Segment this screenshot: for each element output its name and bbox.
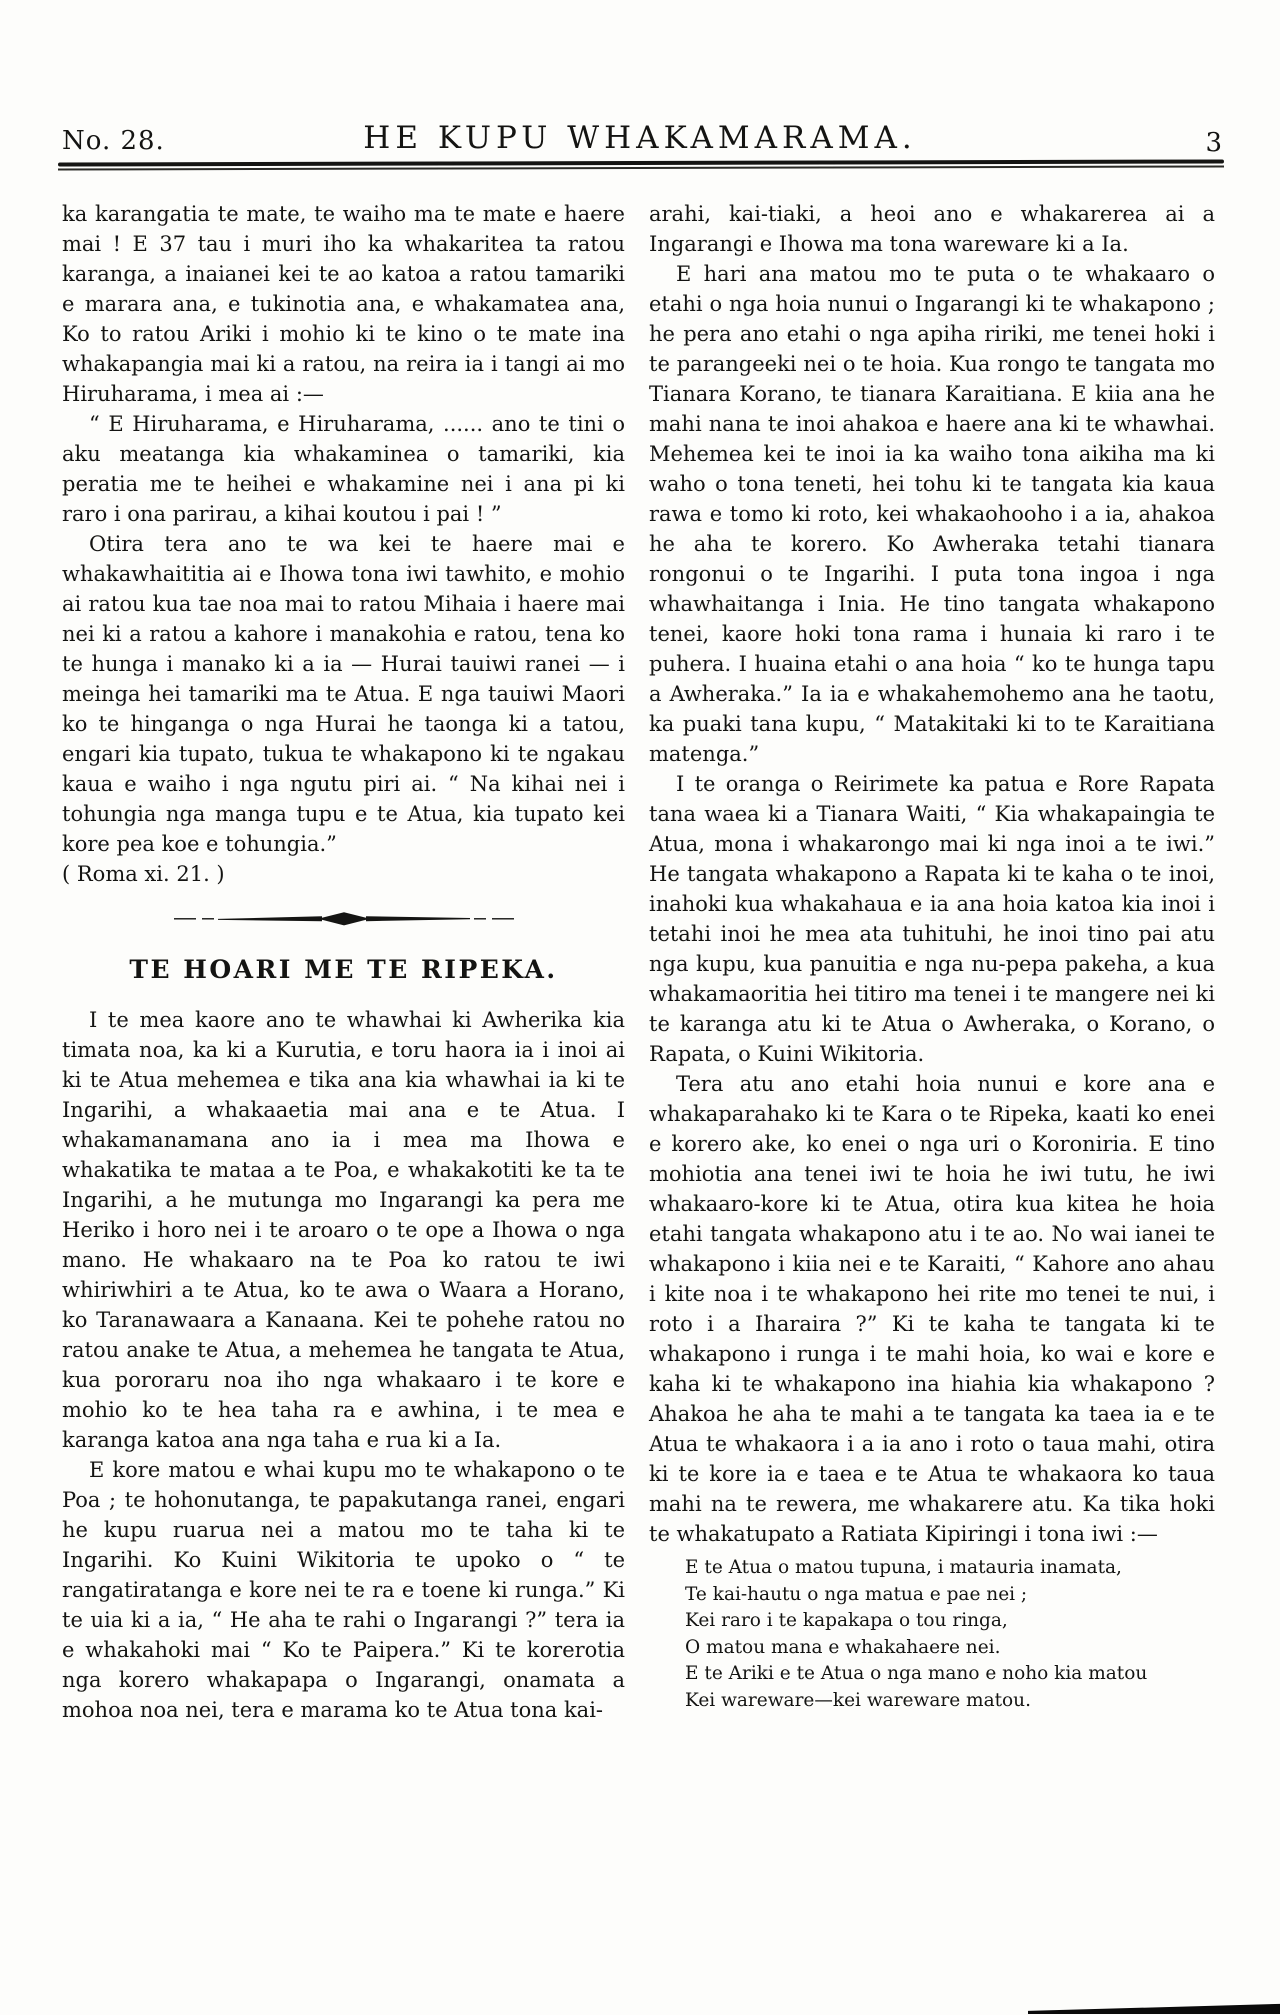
poem-line: Kei raro i te kapakapa o tou ringa,: [685, 1610, 1008, 1631]
paragraph: ka karangatia te mate, te waiho ma te mate e haere mai ! E 37 tau i muri iho ka whakaritea ta ratou karanga, a inaianei kei te ao katoa a ratou tamariki e marara ana, e tukinotia ana, e whakamatea ana, Ko to ratou Ariki i mohio ki te kino o te mate ina whakapangia mai ki a ratou, na reira ia i tangi ai mo Hiruharama, i mea ai :—: [62, 202, 625, 406]
left-column: [62, 199, 625, 1725]
paragraph: Tera atu ano etahi hoia nunui e kore ana e whakaparahako ki te Kara o te Ripeka, kaati ko enei e korero ake, ko enei o nga uri o Koroniria. E tino mohiotia ana tenei iwi te hoia he iwi tutu, he iwi whakaaro-kore ki te Atua, otira kua kitea he hoia etahi tangata whakapono atu i te ao. No wai ianei te whakapono i kiia nei e te Karaiti, “ Kahore ano ahau i kite noa i te whakapono hei rite mo tenei te nui, i roto i a Iharaira ?” Ki te kaha te tangata ki te whakapono i runga i te mahi hoia, ko wai e kore e kaha ki te whakapono ina hiahia kia whakapono ? Ahakoa he aha te mahi a te tangata ka taea ia e te Atua te whakaora i a ia ano i roto o taua mahi, otira ki te kore ia e taea e te Atua te whakaora ko taua mahi na te rewera, me whakarere atu. Ka tika hoki te whakatupato a Ratiata Kipiringi i tona iwi :—: [649, 1072, 1215, 1546]
article-heading: TE HOARI ME TE RIPEKA.: [129, 955, 558, 984]
paragraph: arahi, kai-tiaki, a heoi ano e whakarerea ai a Ingarangi e Ihowa ma tona wareware ki a Ia.: [649, 202, 1215, 256]
issue-number: No. 28.: [62, 126, 165, 156]
hymn-verse: [685, 1555, 1215, 1714]
poem-line: O matou mana e whakahaere nei.: [685, 1636, 1001, 1658]
paragraph: E hari ana matou mo te puta o te whakaaro o etahi o nga hoia nunui o Ingarangi ki te whakapono ; he pera ano etahi o nga apiha ririki, me tenei hoki i te parangeeki nei o te hoia. Kua rongo te tangata mo Tianara Korano, te tianara Karaitiana. E kiia ana he mahi nana te inoi ahakoa e haere ana ki te whawhai. Mehemea kei te inoi ia ka waiho tona aikiha ma ki waho o tona teneti, hei tohu ki te tangata kia kaua rawa e tomo ki roto, kei whakaohooho i a ia, ahakoa he aha te korero. Ko Awheraka tetahi tianara rongonui o te Ingarihi. I puta tona ingoa i nga whawhaitanga i Inia. He tino tangata whakapono tenei, kaore hoki tona rama i hunaia ki raro i te puhera. I huaina etahi o ana hoia “ ko te hunga tapu a Awheraka.” Ia ia e whakahemohemo ana he taotu, ka puaki tana kupu, “ Matakitaki ki to te Karaitiana matenga.”: [649, 262, 1215, 766]
paragraph: I te mea kaore ano te whawhai ki Awherika kia timata noa, ka ki a Kurutia, e toru haora ia i inoi ai ki te Atua mehemea e tika ana kia whawhai ia ki te Ingarihi, a whakaaetia mai ana e te Atua. I whakamanamana ano ia i mea ma Ihowa e whakatika te mataa a te Poa, e whakakotiti ke ta te Ingarihi, a he mutunga mo Ingarangi ka pera me Heriko i horo nei i te aroaro o te ope a Ihowa o nga mano. He whakaaro na te Poa ko ratou te iwi whiriwhiri a te Atua, ko te awa o Waara a Horano, ko Taranawaara a Kanaana. Kei te pohehe ratou no ratou anake te Atua, a mehemea he tangata te Atua, kua pororaru noa iho nga whakaaro i te kore e mohio ko te hea taha ra e awhina, i te mea e karanga katoa ana nga taha e rua ki a Ia.: [62, 1008, 625, 1452]
poem-line: Te kai-hautu o nga matua e pae nei ;: [685, 1583, 1028, 1605]
poem-line: E te Atua o matou tupuna, i matauria inamata,: [685, 1557, 1122, 1578]
masthead-rule: [58, 161, 1224, 170]
poem-line: E te Ariki e te Atua o nga mano e noho kia matou: [685, 1663, 1148, 1684]
paragraph: Otira tera ano te wa kei te haere mai e whakawhaititia ai e Ihowa tona iwi tawhito, e mohio ai ratou kua tae noa mai to ratou Mihaia i haere mai nei ki a ratou a kahore i manakohia e ratou, tena ko te hunga i manako ki a ia — Hurai tauiwi ranei — i meinga hei tamariki ma te Atua. E nga tauiwi Maori ko te hinganga o nga Hurai he taonga ki a tatou, engari kia tupato, tukua te whakapono ki te ngakau kaua e waiho i nga ngutu piri ai. “ Na kihai nei i tohungia nga manga tupu e te Atua, kia tupato kei kore pea koe e tohungia.”: [62, 532, 625, 856]
section-divider-ornament: [174, 905, 514, 935]
poem-line: Kei wareware—kei wareware matou.: [685, 1689, 1031, 1711]
scan-ink-artifact: [1028, 2003, 1280, 2014]
paragraph: “ E Hiruharama, e Hiruharama, ...... ano te tini o aku meatanga kia whakaminea o tamariki, kia peratia me te heihei e whakamine nei i ana pi ki raro i ona parirau, a kihai koutou i pai ! ”: [62, 412, 625, 526]
paragraph: E kore matou e whai kupu mo te whakapono o te Poa ; te hohonutanga, te papakutanga ranei, engari he kupu ruarua nei a matou mo te taha ki te Ingarihi. Ko Kuini Wikitoria te upoko o “ te rangatiratanga e kore nei te ra e toene ki runga.” Ki te uia ki a ia, “ He aha te rahi o Ingarangi ?” tera ia e whakahoki mai “ Ko te Paipera.” Ki te korerotia nga korero whakapapa o Ingarangi, onamata a mohoa noa nei, tera e marama ko te Atua tona kai-: [62, 1458, 625, 1722]
divider-ornament-icon: [174, 911, 514, 927]
scripture-citation: ( Roma xi. 21. ): [62, 862, 225, 886]
page-number: 3: [1205, 128, 1222, 158]
paragraph: I te oranga o Reirimete ka patua e Rore Rapata tana waea ki a Tianara Waiti, “ Kia whakapaingia te Atua, mona i whakarongo mai ki nga inoi a te iwi.” He tangata whakapono a Rapata ki te kaha o te inoi, inahoki kua whakahaua e ia ana hoia katoa kia inoi i tetahi inoi he mea ata tuhituhi, he inoi tino pai atu nga kupu, kua panuitia e nga nu-pepa pakeha, a kua whakamaoritia hei titiro ma tenei i te mangere nei ki te karanga atu ki te Atua o Awheraka, o Korano, o Rapata, o Kuini Wikitoria.: [649, 772, 1215, 1066]
page-title: HE KUPU WHAKAMARAMA.: [363, 120, 917, 156]
right-column: [649, 199, 1215, 1714]
